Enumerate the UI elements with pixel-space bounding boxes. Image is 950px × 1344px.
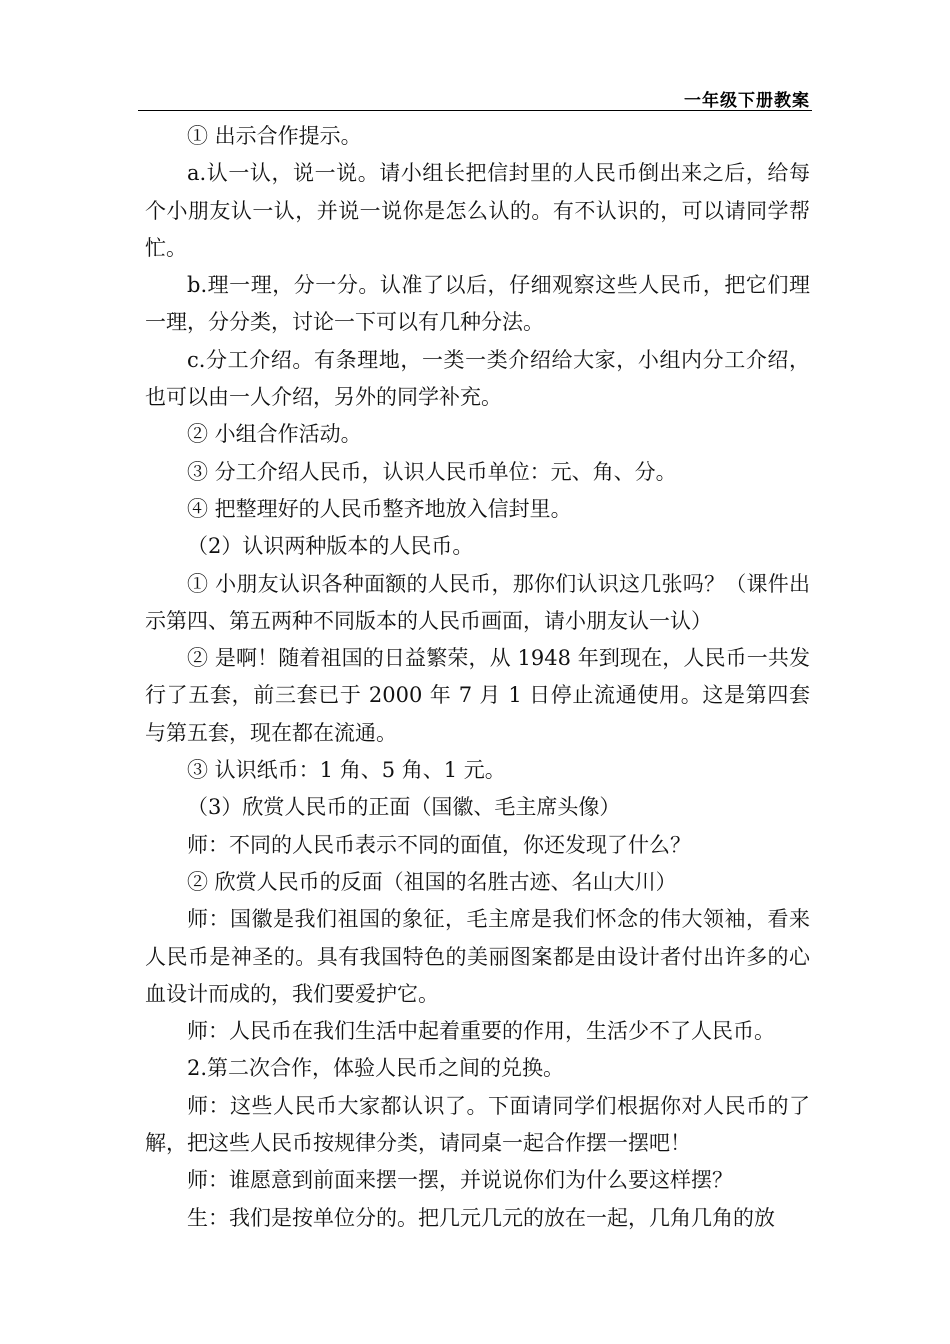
- page-header: [138, 86, 812, 111]
- paragraph: ② 是啊！随着祖国的日益繁荣，从 1948 年到现在，人民币一共发行了五套，前三套已于 2000 年 7 月 1 日停止流通使用。这是第四套与第五套，现在都在流通。: [145, 646, 810, 745]
- paragraph: 生：我们是按单位分的。把几元几元的放在一起，几角几角的放: [187, 1205, 775, 1230]
- header-title: 一年级下册教案: [684, 91, 810, 111]
- paragraph: 2.第二次合作，体验人民币之间的兑换。: [187, 1056, 565, 1081]
- paragraph: 师：不同的人民币表示不同的面值，你还发现了什么？: [187, 832, 691, 857]
- paragraph: ④ 把整理好的人民币整齐地放入信封里。: [187, 496, 572, 521]
- paragraph: ① 小朋友认识各种面额的人民币，那你们认识这几张吗？（课件出示第四、第五两种不同版本的人民币画面，请小朋友认一认）: [145, 571, 810, 633]
- paragraph: ② 欣赏人民币的反面（祖国的名胜古迹、名山大川）: [187, 869, 677, 894]
- paragraph: ② 小组合作活动。: [187, 422, 362, 447]
- paragraph: （2）认识两种版本的人民币。: [187, 534, 474, 559]
- paragraph: c.分工介绍。有条理地，一类一类介绍给大家，小组内分工介绍，也可以由一人介绍，另外的同学补充。: [145, 347, 810, 410]
- paragraph: ① 出示合作提示。: [187, 124, 362, 148]
- paragraph: 师：人民币在我们生活中起着重要的作用，生活少不了人民币。: [187, 1019, 775, 1044]
- document-body: [145, 118, 810, 1237]
- paragraph: ③ 分工介绍人民币，认识人民币单位：元、角、分。: [187, 459, 677, 484]
- paragraph: 师：谁愿意到前面来摆一摆，并说说你们为什么要这样摆？: [187, 1168, 733, 1193]
- paragraph: （3）欣赏人民币的正面（国徽、毛主席头像）: [187, 795, 621, 820]
- paragraph: 师：国徽是我们祖国的象征，毛主席是我们怀念的伟大领袖，看来人民币是神圣的。具有我国特色的美丽图案都是由设计者付出许多的心血设计而成的，我们要爱护它。: [145, 907, 810, 1006]
- paragraph: a.认一认，说一说。请小组长把信封里的人民币倒出来之后，给每个小朋友认一认，并说一说你是怎么认的。有不认识的，可以请同学帮忙。: [145, 161, 810, 260]
- paragraph: b.理一理，分一分。认准了以后，仔细观察这些人民币，把它们理一理，分分类，讨论一下可以有几种分法。: [145, 273, 810, 335]
- paragraph: 师：这些人民币大家都认识了。下面请同学们根据你对人民币的了解，把这些人民币按规律分类，请同桌一起合作摆一摆吧！: [145, 1093, 810, 1156]
- paragraph: ③ 认识纸币：1 角、5 角、1 元。: [187, 758, 506, 783]
